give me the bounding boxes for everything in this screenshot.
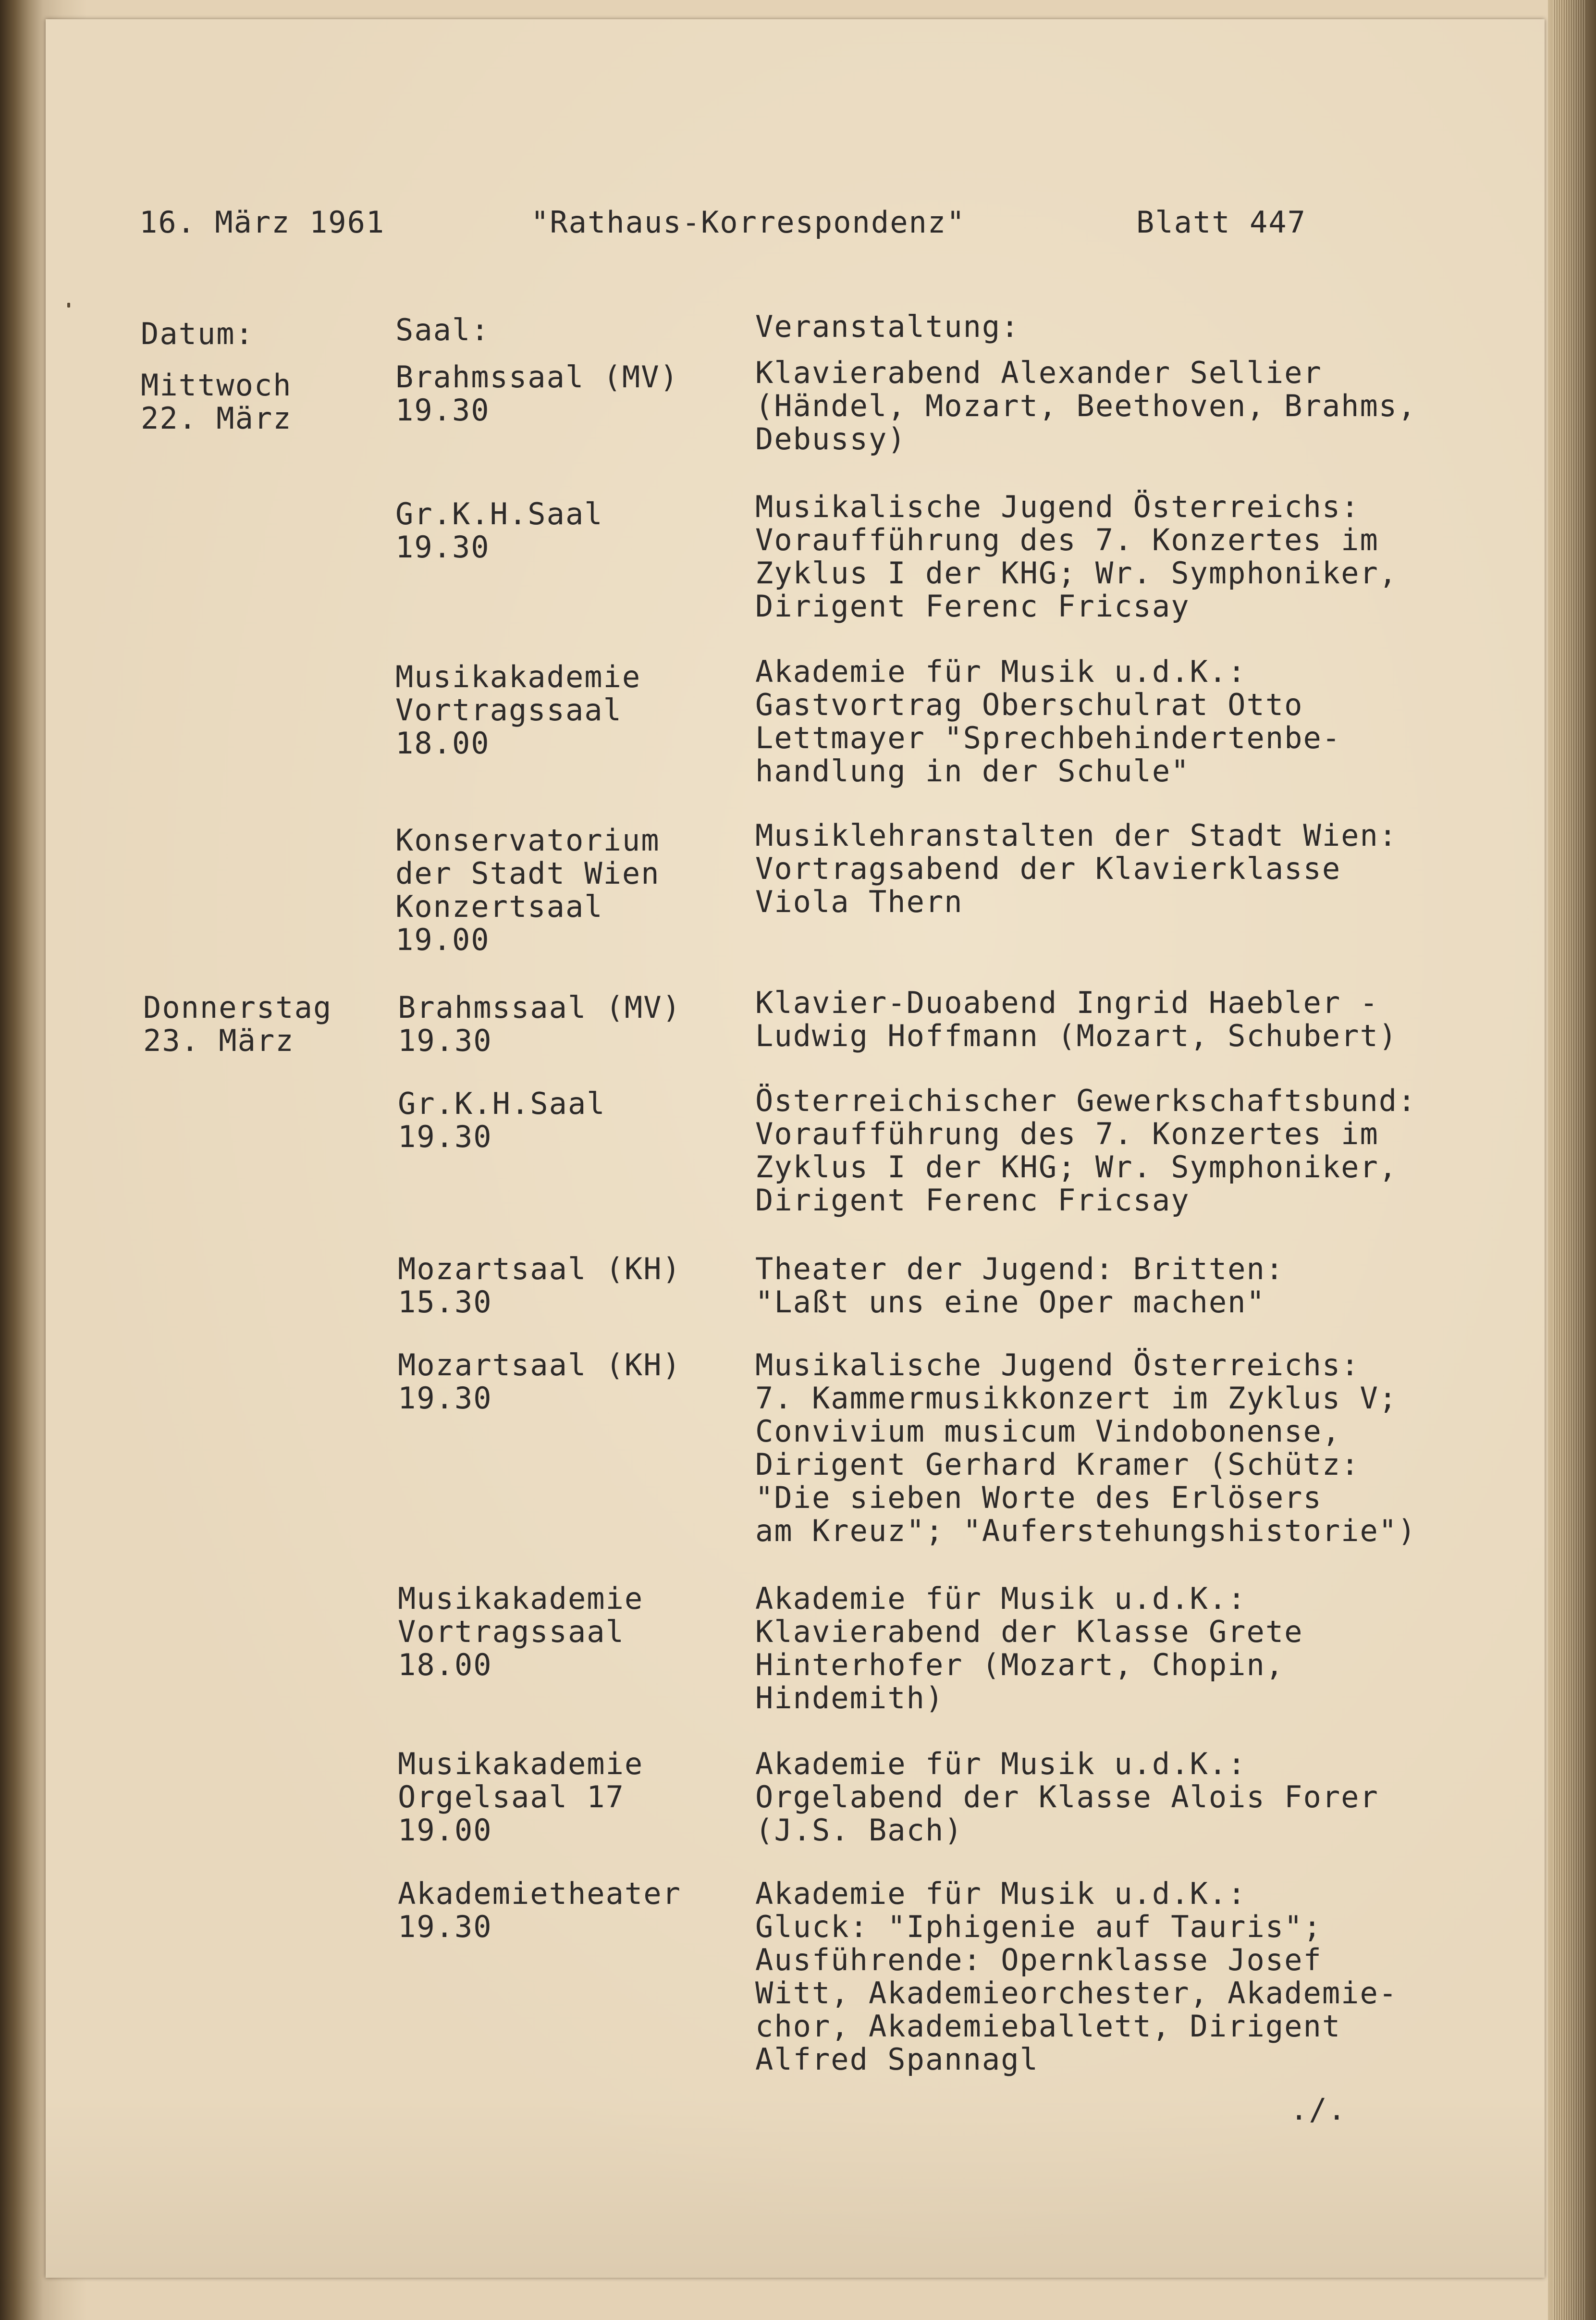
hall-line: Gr.K.H.Saal: [398, 1086, 606, 1121]
event-line: Theater der Jugend: Britten:: [755, 1251, 1285, 1286]
hall-line: 19.30: [398, 1119, 492, 1154]
hall-line: 19.30: [395, 530, 490, 565]
event-line: Dirigent Ferenc Fricsay: [755, 589, 1190, 624]
event-line: (J.S. Bach): [755, 1813, 963, 1848]
event-line: Hindemith): [755, 1680, 945, 1715]
event-line: 7. Kammermusikkonzert im Zyklus V;: [755, 1381, 1398, 1416]
event-line: Ludwig Hoffmann (Mozart, Schubert): [755, 1018, 1398, 1053]
event-line: Akademie für Musik u.d.K.:: [755, 1876, 1247, 1911]
header-date: 16. März 1961: [139, 205, 385, 240]
page-stack-edge: [1548, 0, 1596, 2320]
day-label: Mittwoch: [141, 368, 292, 403]
event-line: Voraufführung des 7. Konzertes im: [755, 1116, 1379, 1151]
event-line: Österreichischer Gewerkschaftsbund:: [755, 1083, 1417, 1118]
hall-line: 18.00: [395, 726, 490, 761]
event-line: Convivium musicum Vindobonense,: [755, 1414, 1341, 1449]
event-line: Gastvortrag Oberschulrat Otto: [755, 687, 1303, 722]
hall-line: Musikakademie: [395, 659, 641, 694]
column-header-event: Veranstaltung:: [755, 309, 1020, 344]
hall-line: Vortragssaal: [395, 692, 622, 728]
event-line: am Kreuz"; "Auferstehungshistorie"): [755, 1513, 1417, 1548]
hall-line: Akademietheater: [398, 1876, 681, 1911]
event-line: Dirigent Ferenc Fricsay: [755, 1183, 1190, 1218]
margin-mark: [67, 303, 70, 308]
event-line: "Die sieben Worte des Erlösers: [755, 1480, 1322, 1515]
event-line: (Händel, Mozart, Beethoven, Brahms,: [755, 388, 1417, 423]
header-sheet-number: Blatt 447: [1136, 205, 1306, 240]
event-line: "Laßt uns eine Oper machen": [755, 1284, 1265, 1320]
hall-line: 18.00: [398, 1647, 492, 1682]
hall-line: Orgelsaal 17: [398, 1779, 625, 1814]
event-line: Witt, Akademieorchester, Akademie-: [755, 1975, 1398, 2011]
continuation-mark: ./.: [1290, 2092, 1347, 2127]
event-line: Debussy): [755, 421, 907, 457]
hall-line: Mozartsaal (KH): [398, 1347, 681, 1382]
event-line: Ausführende: Opernklasse Josef: [755, 1942, 1322, 1977]
hall-line: 19.30: [398, 1909, 492, 1944]
event-line: Akademie für Musik u.d.K.:: [755, 1581, 1247, 1616]
hall-line: 19.30: [398, 1023, 492, 1058]
column-header-hall: Saal:: [395, 312, 490, 347]
hall-line: Konservatorium: [395, 823, 660, 858]
hall-line: 19.00: [395, 922, 490, 957]
event-line: chor, Akademieballett, Dirigent: [755, 2009, 1341, 2044]
event-line: Akademie für Musik u.d.K.:: [755, 654, 1247, 689]
event-line: Klavier-Duoabend Ingrid Haebler -: [755, 985, 1379, 1020]
hall-line: 19.30: [398, 1381, 492, 1416]
event-line: Voraufführung des 7. Konzertes im: [755, 522, 1379, 557]
hall-line: Musikakademie: [398, 1581, 644, 1616]
day-date: 23. März: [143, 1023, 295, 1058]
event-line: Hinterhofer (Mozart, Chopin,: [755, 1647, 1285, 1682]
event-line: Akademie für Musik u.d.K.:: [755, 1746, 1247, 1781]
event-line: handlung in der Schule": [755, 753, 1190, 789]
column-header-date: Datum:: [141, 316, 254, 351]
event-line: Klavierabend der Klasse Grete: [755, 1614, 1303, 1649]
event-line: Musiklehranstalten der Stadt Wien:: [755, 818, 1398, 853]
hall-line: 19.00: [398, 1813, 492, 1848]
hall-line: Konzertsaal: [395, 889, 603, 924]
event-line: Gluck: "Iphigenie auf Tauris";: [755, 1909, 1322, 1944]
event-line: Vortragsabend der Klavierklasse: [755, 851, 1341, 886]
day-date: 22. März: [141, 401, 292, 436]
event-line: Klavierabend Alexander Sellier: [755, 355, 1322, 390]
event-line: Zyklus I der KHG; Wr. Symphoniker,: [755, 1149, 1398, 1185]
event-line: Musikalische Jugend Österreichs:: [755, 1347, 1360, 1382]
event-line: Lettmayer "Sprechbehindertenbe-: [755, 720, 1341, 755]
event-line: Orgelabend der Klasse Alois Forer: [755, 1779, 1379, 1814]
hall-line: Brahmssaal (MV): [398, 990, 681, 1025]
day-label: Donnerstag: [143, 990, 332, 1025]
event-line: Viola Thern: [755, 884, 963, 919]
hall-line: 19.30: [395, 393, 490, 428]
header-publication: "Rathaus-Korrespondenz": [531, 205, 966, 240]
hall-line: Musikakademie: [398, 1746, 644, 1781]
event-line: Dirigent Gerhard Kramer (Schütz:: [755, 1447, 1360, 1482]
event-line: Zyklus I der KHG; Wr. Symphoniker,: [755, 555, 1398, 591]
event-line: Musikalische Jugend Österreichs:: [755, 489, 1360, 524]
hall-line: Mozartsaal (KH): [398, 1251, 681, 1286]
hall-line: Brahmssaal (MV): [395, 359, 679, 395]
hall-line: Vortragssaal: [398, 1614, 625, 1649]
event-line: Alfred Spannagl: [755, 2042, 1039, 2077]
hall-line: der Stadt Wien: [395, 856, 660, 891]
hall-line: Gr.K.H.Saal: [395, 496, 603, 531]
hall-line: 15.30: [398, 1284, 492, 1320]
